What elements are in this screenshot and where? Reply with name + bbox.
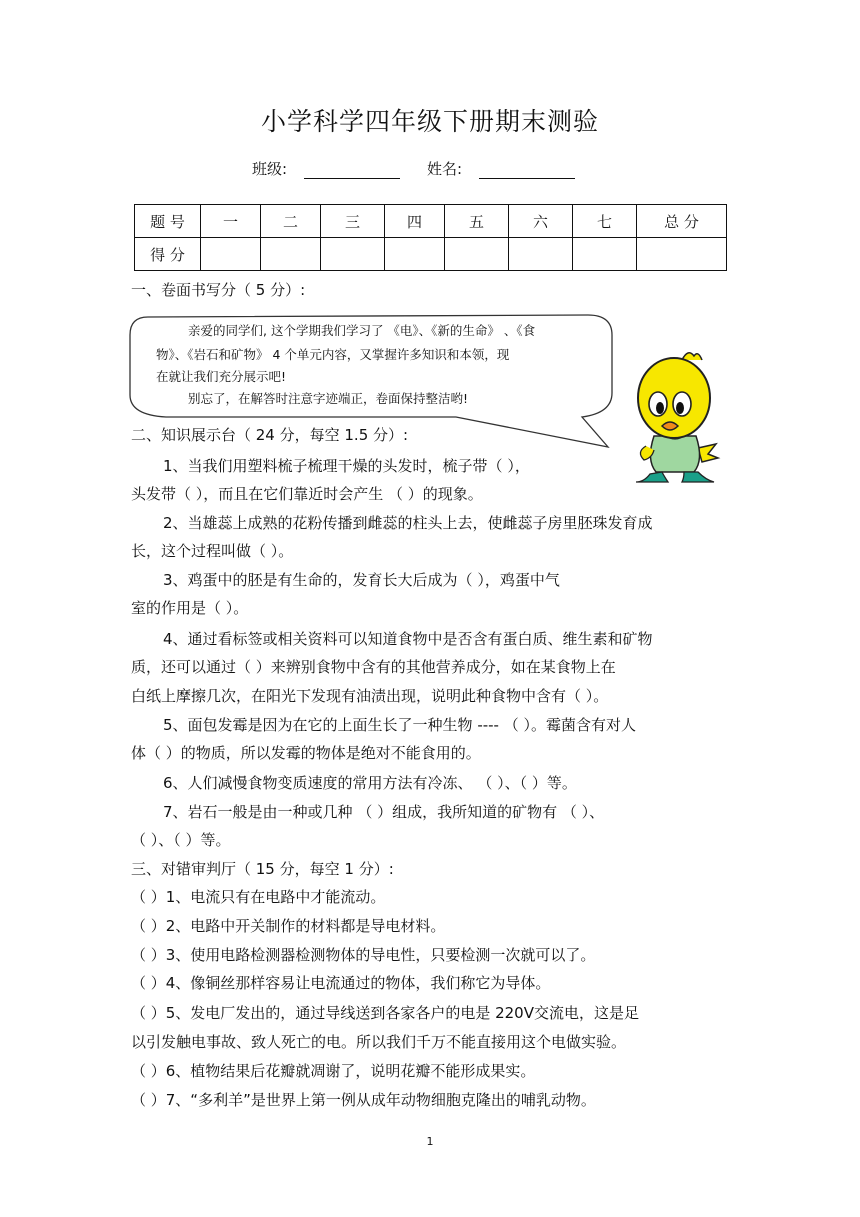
name-blank[interactable] [479, 178, 575, 179]
judgement-line: 以引发触电事故、致人死亡的电。所以我们千万不能直接用这个电做实验。 [131, 1033, 627, 1051]
header-cell: 二 [261, 205, 321, 238]
question-line: 3、鸡蛋中的胚是有生命的，发育长大后成为（ ），鸡蛋中气 [163, 571, 560, 589]
judgement-line: （ ）6、植物结果后花瓣就凋谢了，说明花瓣不能形成果实。 [131, 1062, 536, 1080]
judgement-line: （ ）4、像铜丝那样容易让电流通过的物体，我们称它为导体。 [131, 974, 551, 992]
header-cell: 总 分 [637, 205, 727, 238]
class-blank[interactable] [304, 178, 400, 179]
chick-mascot-icon [632, 348, 722, 488]
judgement-line: （ ）1、电流只有在电路中才能流动。 [131, 888, 386, 906]
bubble-line: 亲爱的同学们, 这个学期我们学习了 《电》、《新的生命》 、《食 [188, 323, 536, 338]
page-title: 小学科学四年级下册期末测验 [260, 107, 599, 136]
bubble-line: 别忘了，在解答时注意字迹端正，卷面保持整洁哟! [188, 391, 469, 406]
question-line: 4、通过看标签或相关资料可以知道食物中是否含有蛋白质、维生素和矿物 [163, 630, 653, 648]
header-cell: 七 [573, 205, 637, 238]
question-line: （ ）、（ ）等。 [131, 831, 231, 849]
question-line: 白纸上摩擦几次，在阳光下发现有油渍出现，说明此种食物中含有（ ）。 [131, 687, 609, 705]
judgement-line: （ ）5、发电厂发出的，通过导线送到各家各户的电是 220V交流电，这是足 [131, 1004, 639, 1022]
score-cell[interactable] [261, 238, 321, 271]
score-cell[interactable] [573, 238, 637, 271]
judgement-line: （ ）3、使用电路检测器检测物体的导电性，只要检测一次就可以了。 [131, 946, 596, 964]
header-cell: 六 [509, 205, 573, 238]
score-cell[interactable] [385, 238, 445, 271]
name-label: 姓名: [427, 160, 463, 178]
score-cell[interactable] [445, 238, 509, 271]
question-line: 1、当我们用塑料梳子梳理干燥的头发时，梳子带（ ）， [163, 457, 530, 475]
question-line: 5、面包发霉是因为在它的上面生长了一种生物 ---- （ ）。霉菌含有对人 [163, 716, 637, 734]
judgement-line: （ ）2、电路中开关制作的材料都是导电材料。 [131, 917, 446, 935]
score-value-row [135, 238, 727, 271]
question-line: 长，这个过程叫做（ ）。 [131, 542, 294, 560]
score-cell[interactable] [509, 238, 573, 271]
question-line: 7、岩石一般是由一种或几种 （ ）组成，我所知道的矿物有 （ ）、 [163, 803, 605, 821]
score-cell[interactable] [201, 238, 261, 271]
header-cell: 三 [321, 205, 385, 238]
question-line: 室的作用是（ ）。 [131, 599, 249, 617]
section1-heading: 一、卷面书写分（ 5 分）: [131, 281, 306, 299]
score-header-row [135, 205, 727, 238]
section2-heading: 二、知识展示台（ 24 分，每空 1.5 分）: [131, 426, 409, 444]
question-line: 体（ ）的物质，所以发霉的物体是绝对不能食用的。 [131, 744, 481, 762]
score-cell[interactable] [321, 238, 385, 271]
score-table [134, 204, 727, 271]
score-cell[interactable] [637, 238, 727, 271]
row-label-cell: 得 分 [135, 238, 201, 271]
question-line: 头发带（ ），而且在它们靠近时会产生 （ ）的现象。 [131, 485, 483, 503]
bubble-line: 物》、《岩石和矿物》 4 个单元内容，又掌握许多知识和本领，现 [156, 347, 510, 362]
page-number: 1 [426, 1135, 434, 1148]
header-cell: 五 [445, 205, 509, 238]
section3-heading: 三、对错审判厅（ 15 分，每空 1 分）: [131, 860, 394, 878]
judgement-line: （ ）7、“多利羊”是世界上第一例从成年动物细胞克隆出的哺乳动物。 [131, 1091, 596, 1109]
question-line: 2、当雄蕊上成熟的花粉传播到雌蕊的柱头上去，使雌蕊子房里胚珠发育成 [163, 514, 653, 532]
header-cell: 一 [201, 205, 261, 238]
header-cell: 四 [385, 205, 445, 238]
header-cell: 题 号 [135, 205, 201, 238]
bubble-line: 在就让我们充分展示吧! [156, 369, 287, 384]
question-line: 6、人们减慢食物变质速度的常用方法有冷冻、 （ ）、（ ）等。 [163, 774, 577, 792]
question-line: 质，还可以通过（ ）来辨别食物中含有的其他营养成分，如在某食物上在 [131, 658, 616, 676]
class-label: 班级: [252, 160, 288, 178]
